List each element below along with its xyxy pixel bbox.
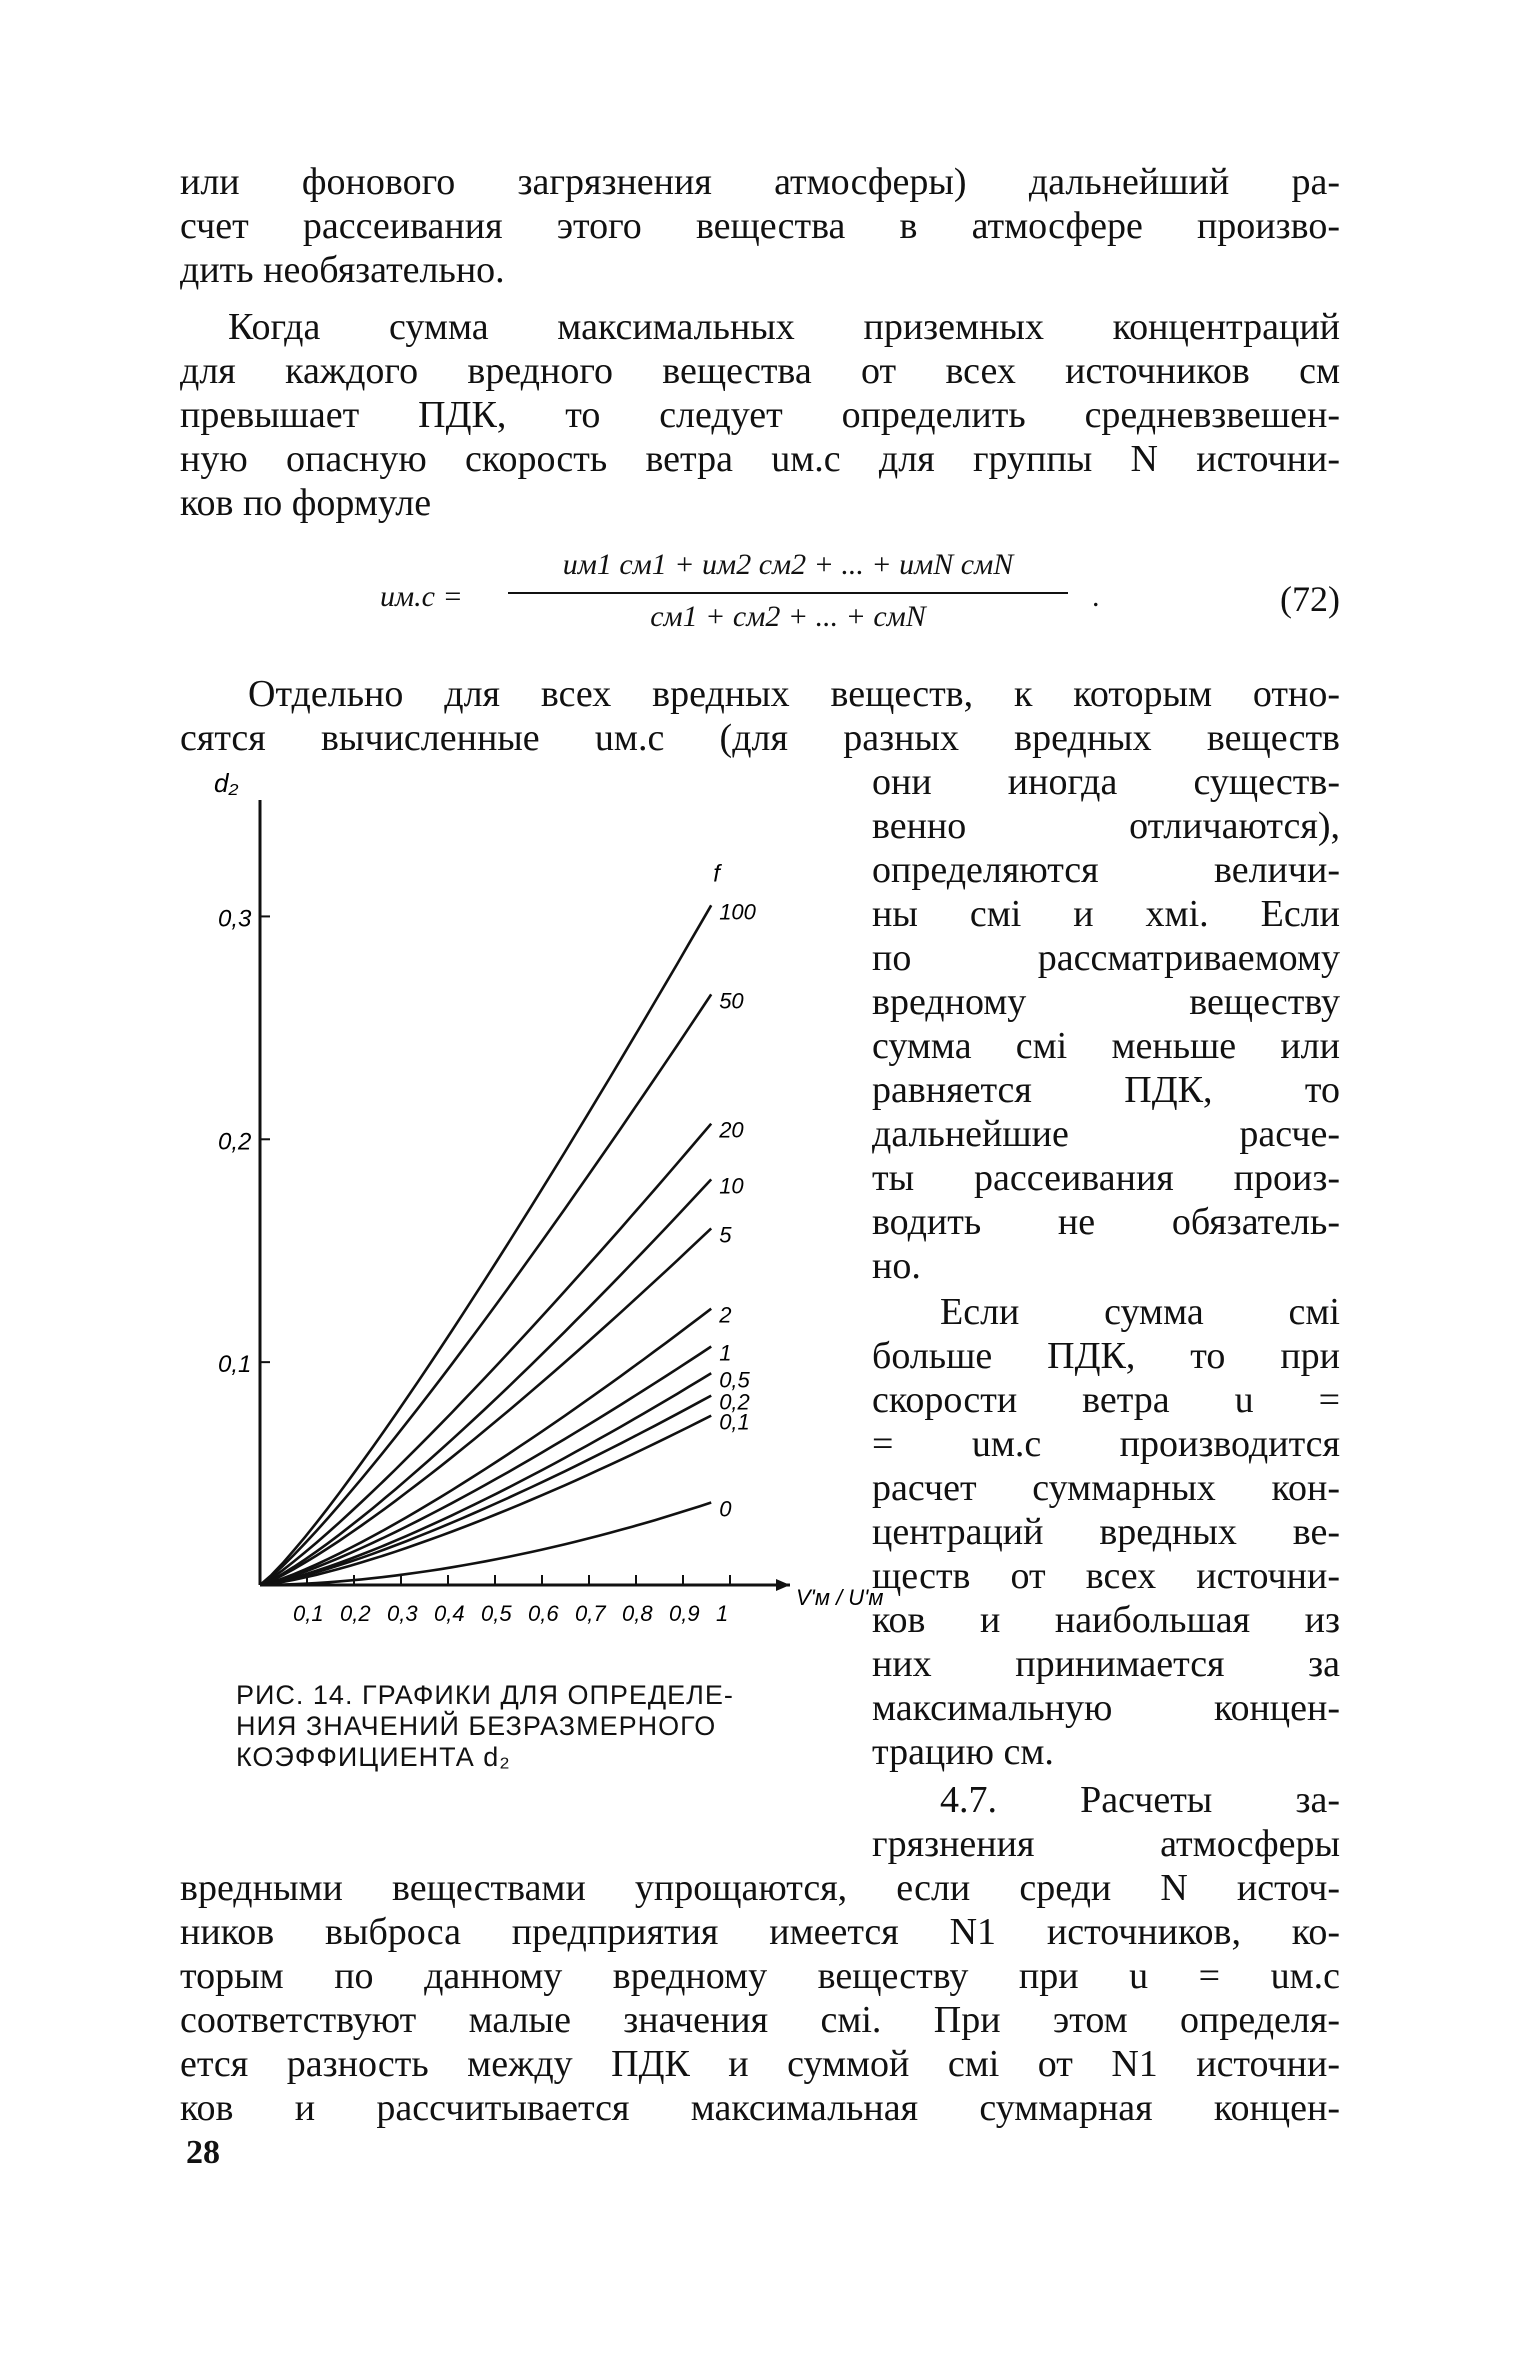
text-line: но.	[872, 1245, 921, 1287]
chart-curves	[260, 905, 711, 1585]
text-line: трацию cм.	[872, 1731, 1054, 1773]
series-label: 50	[719, 988, 744, 1014]
series-label: 2	[719, 1302, 732, 1328]
formula-denominator: cм1 + cм2 + ... + cмN	[650, 600, 926, 633]
text-line: ников выброса предприятия имеется N1 источников, ко-	[180, 1911, 1340, 1953]
param-label: f	[713, 860, 720, 888]
text-line: ется разность между ПДК и суммой cмi от N1 источни-	[180, 2043, 1340, 2085]
caption-line: КОЭФФИЦИЕНТА d₂	[236, 1742, 511, 1772]
series-line	[260, 1396, 711, 1585]
text-line: ществ от всех источни-	[872, 1555, 1340, 1597]
text-line: венно отличаются),	[872, 805, 1340, 847]
formula-dot: .	[1092, 580, 1100, 613]
text-line: грязнения атмосферы	[872, 1823, 1340, 1865]
text-line: водить не обязатель-	[872, 1201, 1340, 1243]
x-axis-label: V'м / U'м	[796, 1585, 884, 1610]
y-tick-label: 0,1	[218, 1351, 252, 1379]
text-line: ны cмi и xмi. Если	[872, 893, 1340, 935]
text-line: Если сумма cмi	[940, 1291, 1340, 1333]
text-line: счет рассеивания этого вещества в атмосфере произво-	[180, 205, 1340, 247]
series-label: 100	[719, 899, 756, 925]
caption-line: НИЯ ЗНАЧЕНИЙ БЕЗРАЗМЕРНОГО	[236, 1711, 717, 1741]
text-line: дальнейшие расче-	[872, 1113, 1340, 1155]
figure-caption	[236, 1680, 820, 1773]
text-line: вредными веществами упрощаются, если среди N источ-	[180, 1867, 1340, 1909]
x-tick-label: 0,4	[434, 1601, 465, 1626]
text-line: ты рассеивания произ-	[872, 1157, 1340, 1199]
text-line: = uм.с производится	[872, 1423, 1340, 1465]
series-label: 0,2	[719, 1389, 750, 1415]
text-line: ков по формуле	[180, 482, 432, 524]
text-line: дить необязательно.	[180, 249, 505, 291]
fraction-bar	[508, 592, 1068, 594]
y-tick-label: 0,3	[218, 905, 252, 933]
text-line: них принимается за	[872, 1643, 1340, 1685]
chart-labels	[214, 768, 883, 1626]
text-line: торым по данному вредному веществу при u = uм.с	[180, 1955, 1340, 1997]
text-line: центраций вредных ве-	[872, 1511, 1340, 1553]
page-number: 28	[186, 2134, 220, 2171]
section-heading-line: 4.7. Расчеты за-	[940, 1779, 1340, 1821]
series-label: 20	[719, 1117, 744, 1143]
x-tick-label: 0,3	[387, 1601, 418, 1626]
series-label: 0,1	[719, 1409, 750, 1435]
text-line: Отдельно для всех вредных веществ, к которым отно-	[248, 673, 1340, 715]
text-line: ков и наибольшая из	[872, 1599, 1340, 1641]
text-line: вредному веществу	[872, 981, 1340, 1023]
series-label: 0,5	[719, 1367, 750, 1393]
text-line: равняется ПДК, то	[872, 1069, 1340, 1111]
series-label: 0	[719, 1496, 732, 1522]
x-tick-label: 0,6	[528, 1601, 559, 1626]
x-tick-label: 0,1	[293, 1601, 324, 1626]
x-tick-label: 1	[716, 1601, 729, 1626]
equation-number: (72)	[1280, 579, 1340, 619]
formula-72	[380, 548, 1340, 648]
text-line: они иногда существ-	[872, 761, 1340, 803]
chart-axes	[260, 800, 790, 1591]
formula-numerator: uм1 cм1 + uм2 cм2 + ... + uмN cмN	[562, 548, 1014, 581]
series-line	[260, 994, 711, 1585]
formula-lhs: uм.с =	[380, 580, 463, 613]
text-line: или фонового загрязнения атмосферы) дальнейший ра-	[180, 161, 1340, 203]
text-line: определяются величи-	[872, 849, 1340, 891]
caption-line: РИС. 14. ГРАФИКИ ДЛЯ ОПРЕДЕЛЕ-	[236, 1680, 734, 1710]
figure-14-chart	[190, 768, 884, 1680]
text-line: превышает ПДК, то следует определить средневзвешен-	[180, 394, 1340, 436]
x-tick-label: 0,8	[622, 1601, 653, 1626]
series-label: 1	[719, 1340, 732, 1366]
y-axis-label: d₂	[214, 768, 239, 798]
x-tick-label: 0,2	[340, 1601, 371, 1626]
text-line: скорости ветра u =	[872, 1379, 1340, 1421]
y-tick-label: 0,2	[218, 1128, 252, 1156]
x-axis-arrow	[776, 1579, 790, 1591]
series-line	[260, 1124, 711, 1585]
text-line: больше ПДК, то при	[872, 1335, 1340, 1377]
series-label: 10	[719, 1173, 744, 1199]
x-tick-label: 0,9	[669, 1601, 700, 1626]
text-line: ную опасную скорость ветра uм.с для группы N источни-	[180, 438, 1340, 480]
text-line: сятся вычисленные uм.с (для разных вредных веществ	[180, 717, 1340, 759]
x-tick-label: 0,5	[481, 1601, 512, 1626]
text-line: для каждого вредного вещества от всех источников cм	[180, 350, 1340, 392]
text-line: сумма cмi меньше или	[872, 1025, 1340, 1067]
text-line: соответствуют малые значения cмi. При этом определя-	[180, 1999, 1340, 2041]
text-line: по рассматриваемому	[872, 937, 1340, 979]
series-line	[260, 905, 711, 1585]
series-line	[260, 1373, 711, 1585]
text-line: максимальную концен-	[872, 1687, 1340, 1729]
text-line: Когда сумма максимальных приземных концентраций	[228, 306, 1340, 348]
x-tick-label: 0,7	[575, 1601, 606, 1626]
text-line: расчет суммарных кон-	[872, 1467, 1340, 1509]
series-label: 5	[719, 1222, 732, 1248]
text-line: ков и рассчитывается максимальная суммарная концен-	[180, 2087, 1340, 2129]
